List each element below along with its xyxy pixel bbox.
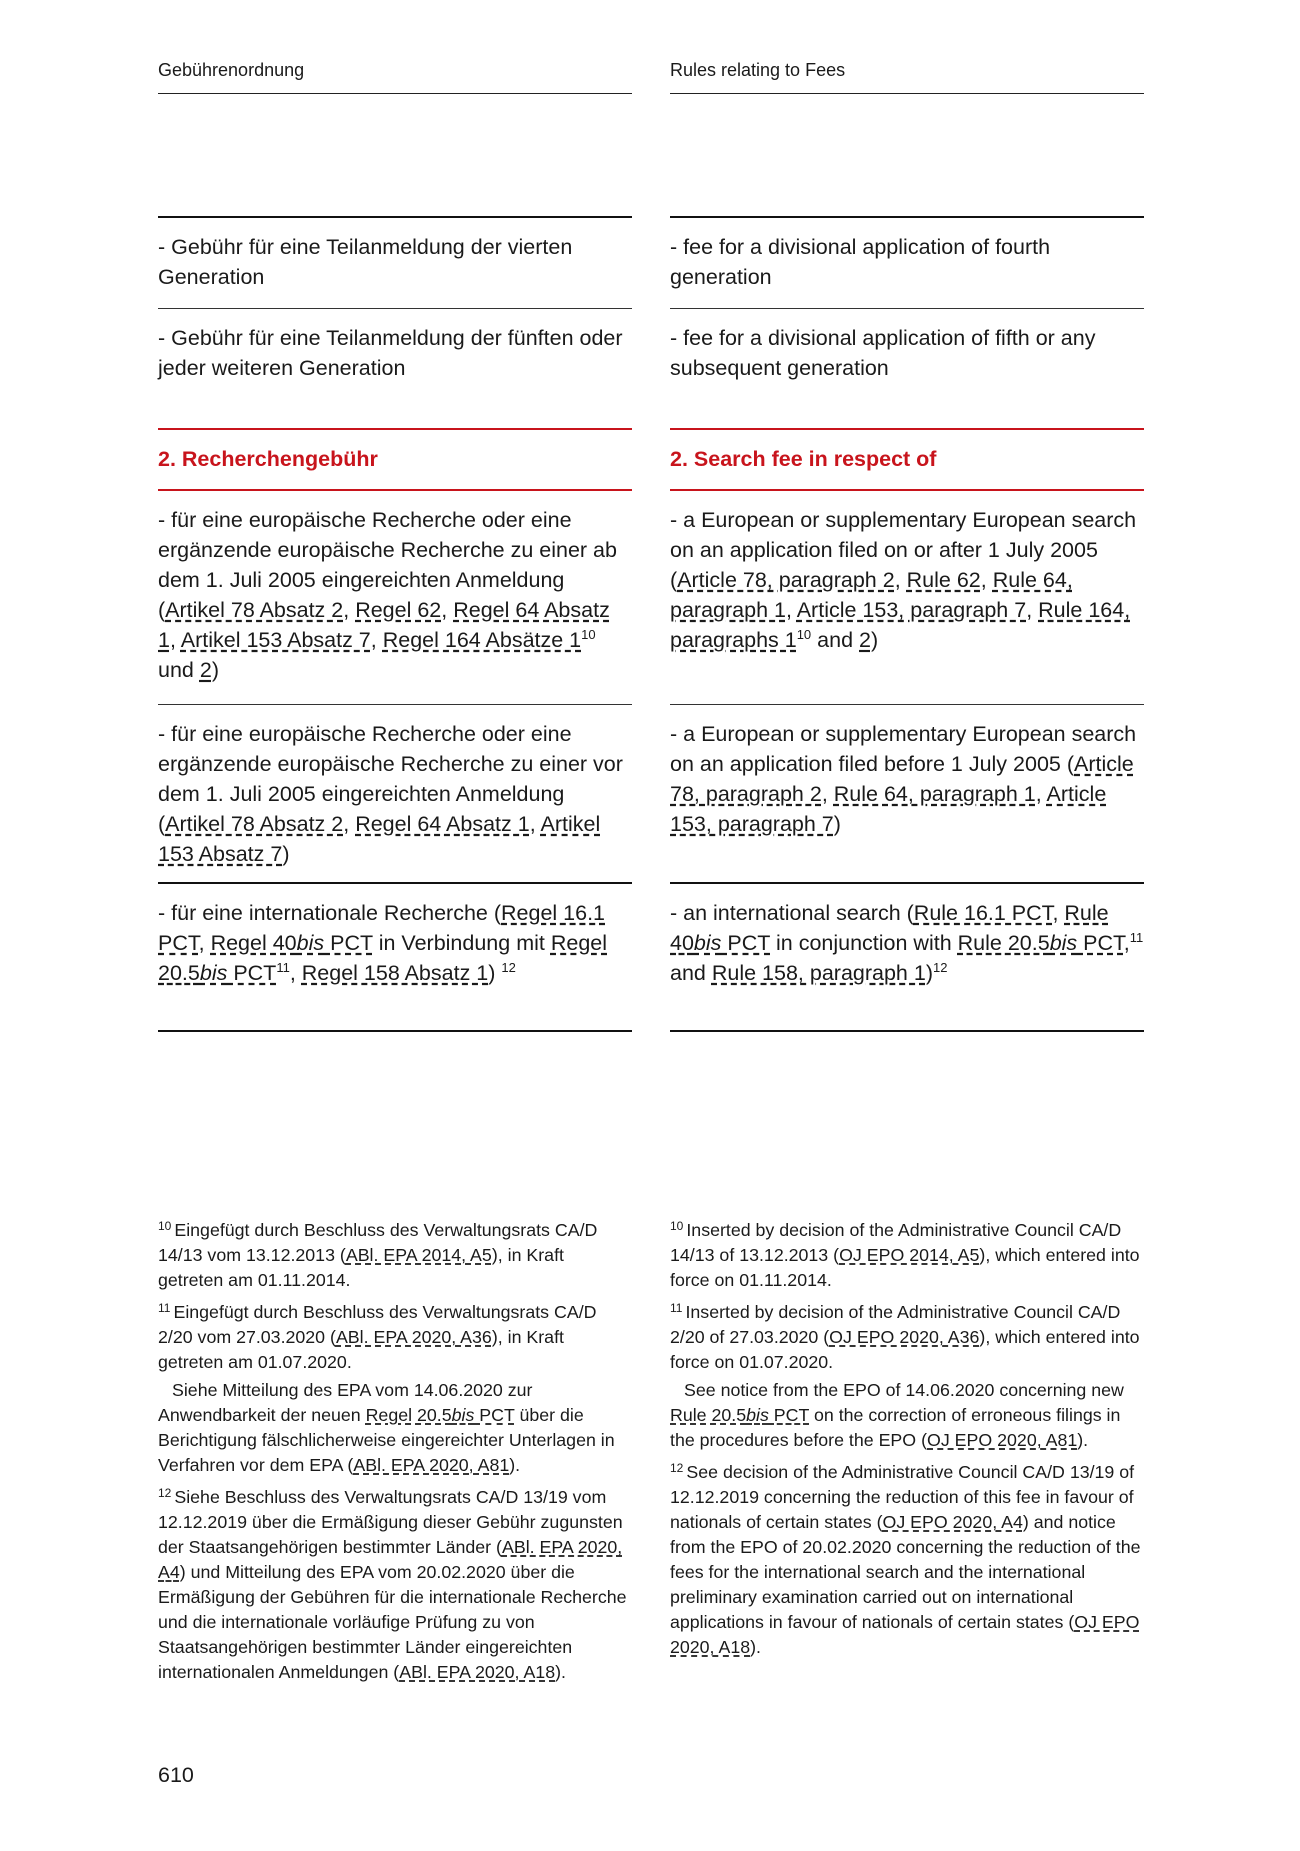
running-head-de: Gebührenordnung [158, 60, 632, 94]
footnote-ref-11: 11 [276, 959, 290, 975]
de-footnote-11-notice: Siehe Mitteilung des EPA vom 14.06.2020 zur Anwendbarkeit der neuen Regel 20.5bis PCT über die Berichtigung fälschlicherweise eingereichter Unterlagen in Verfahren vor dem EPA (ABl. EPA 2020, A81). [158, 1380, 615, 1475]
footnote-ref-11: 11 [1129, 929, 1144, 945]
de-link-art78[interactable]: Artikel 78 Absatz 2 [165, 812, 344, 836]
en-fn-link-ojepo-2020-a81[interactable]: OJ EPO 2020, A81 [927, 1430, 1078, 1450]
de-link-r158[interactable]: Regel 158 Absatz 1 [301, 961, 489, 985]
en-footnotes [670, 1214, 1144, 1663]
de-fn-link-ojepo-2020-a18[interactable]: ABl. EPA 2020, A18 [399, 1662, 556, 1682]
en-link-r64[interactable]: Rule 64, paragraph 1 [833, 782, 1036, 806]
en-link-r164[interactable]: Rule 164, paragraphs 1 [670, 598, 1131, 652]
en-link-r62[interactable]: Rule 62 [906, 568, 981, 592]
de-link-art78[interactable]: Artikel 78 Absatz 2 [165, 598, 344, 622]
en-fn-link-ojepo-2014-a5[interactable]: OJ EPO 2014, A5 [839, 1245, 980, 1265]
footnote-ref-10: 10 [581, 626, 596, 642]
page-number: 610 [158, 1763, 194, 1787]
de-link-r62[interactable]: Regel 62 [355, 598, 442, 622]
de-section-heading: 2. Recherchengebühr [158, 428, 632, 474]
de-fn-link-ojepo-2020-a4[interactable]: ABl. EPA 2020, A4 [158, 1537, 623, 1582]
de-footnote-11: $^{11}$ Eingefügt durch Beschluss des Verwaltungsrats CA/D 2/20 vom 27.03.2020 (ABl. EPA 2020, A36), in Kraft getreten am 01.07.2020. [158, 1301, 597, 1372]
en-fn-link-r20-5bis[interactable]: Rule 20.5bis PCT [670, 1405, 810, 1425]
en-link-r64[interactable]: Rule 64, paragraph 1 [670, 568, 1073, 622]
de-footnotes [158, 1214, 632, 1688]
de-link-r64[interactable]: Regel 64 Absatz 1 [355, 812, 530, 836]
de-link-r40bis-pct[interactable]: Regel 40bis PCT [210, 931, 373, 955]
en-fn-link-ojepo-2020-a36[interactable]: OJ EPO 2020, A36 [829, 1327, 980, 1347]
en-link-art78[interactable]: Article 78, paragraph 2 [670, 752, 1134, 806]
en-link-art153[interactable]: Article 153, paragraph 7 [670, 782, 1107, 836]
footnote-ref-12: 12 [501, 959, 516, 975]
en-fn-link-ojepo-2020-a18[interactable]: OJ EPO 2020, A18 [670, 1612, 1140, 1657]
de-link-r16-1-pct[interactable]: Regel 16.1 PCT [158, 901, 605, 955]
en-link-art153[interactable]: Article 153, paragraph 7 [796, 598, 1027, 622]
de-link-art153[interactable]: Artikel 153 Absatz 7 [180, 628, 371, 652]
de-fn-link-ojepo-2014-a5[interactable]: ABl. EPA 2014, A5 [345, 1245, 492, 1265]
de-link-r64[interactable]: Regel 64 Absatz 1 [158, 598, 610, 652]
en-entry-fourth-generation: - fee for a divisional application of fourth generation [670, 216, 1144, 292]
en-link-r40bis-pct[interactable]: Rule 40bis PCT [670, 901, 1109, 955]
de-link-r164[interactable]: Regel 164 Absätze 1 [382, 628, 582, 652]
en-search-entry-after-2005: - a European or supplementary European search on an application filed on or after 1 July 2005 (Article 78, paragraph 2, Rule 62, Rule 64, paragraph 1, Article 153, paragraph 7, Rule 164, paragraphs $1^{10}$ and 2) [670, 489, 1144, 655]
de-search-entry-before-2005: - für eine europäische Recherche oder eine ergänzende europäische Recherche zu einer vor dem 1. Juli 2005 eingereichten Anmeldung (Artikel 78 Absatz 2, Regel 64 Absatz 1, Artikel 153 Absatz 7) [158, 704, 632, 869]
de-fn-link-ojepo-2020-a36[interactable]: ABl. EPA 2020, A36 [335, 1327, 492, 1347]
de-link-r164-2[interactable]: 2 [199, 658, 212, 682]
en-link-art78[interactable]: Article 78, paragraph 2 [677, 568, 895, 592]
en-link-r164-2[interactable]: 2 [859, 628, 871, 652]
en-footnote-11-notice: See notice from the EPO of 14.06.2020 concerning new Rule 20.5bis PCT on the correction of erroneous filings in the procedures before the EPO (OJ EPO 2020, A81). [670, 1380, 1124, 1450]
en-entry-fifth-generation: - fee for a divisional application of fifth or any subsequent generation [670, 308, 1144, 383]
de-search-entry-international: - für eine internationale Recherche (Regel 16.1 PCT, Regel 40bis PCT in Verbindung mit Regel 20.5bis PCT$^{11}$, Regel 158 Absatz 1) $^{12}$ [158, 882, 632, 988]
de-entry-fifth-generation: - Gebühr für eine Teilanmeldung der fünften oder jeder weiteren Generation [158, 308, 632, 383]
de-footnote-12: $^{12}$ Siehe Beschluss des Verwaltungsrats CA/D 13/19 vom 12.12.2019 über die Ermäßigung dieser Gebühr zugunsten der Staatsangehörigen bestimmter Länder (ABl. EPA 2020, A4) und Mitteilung des EPA vom 20.02.2020 über die Ermäßigung der Gebühren für die internationale Recherche und die internationale vorläufige Prüfung zu von Staatsangehörigen bestimmter Länder eingereichten internationalen Anmeldungen (ABl. EPA 2020, A18). [158, 1486, 627, 1682]
footnote-ref-12: 12 [933, 959, 948, 975]
running-head-en: Rules relating to Fees [670, 60, 1144, 94]
en-table-end-rule [670, 1030, 1144, 1032]
en-link-r16-1-pct[interactable]: Rule 16.1 PCT [913, 901, 1053, 925]
en-fn-link-ojepo-2020-a4[interactable]: OJ EPO 2020, A4 [882, 1512, 1023, 1532]
en-search-entry-international: - an international search (Rule 16.1 PCT, Rule 40bis PCT in conjunction with Rule 20.5bis PCT,$^{11}$ and Rule 158, paragraph 1)$^{12}$ [670, 882, 1144, 988]
de-table-end-rule [158, 1030, 632, 1032]
de-search-entry-after-2005: - für eine europäische Recherche oder eine ergänzende europäische Recherche zu einer ab dem 1. Juli 2005 eingereichten Anmeldung (Artikel 78 Absatz 2, Regel 62, Regel 64 Absatz 1, Artikel 153 Absatz 7, Regel 164 Absätze $1^{10}$ und 2) [158, 489, 632, 685]
de-link-r20-5bis-pct[interactable]: Regel 20.5bis PCT [158, 931, 608, 985]
en-link-r158[interactable]: Rule 158, paragraph 1 [711, 961, 926, 985]
en-section-heading: 2. Search fee in respect of [670, 428, 1144, 474]
footnote-ref-10: 10 [796, 626, 812, 642]
de-entry-fourth-generation: - Gebühr für eine Teilanmeldung der vierten Generation [158, 216, 632, 292]
en-search-entry-before-2005: - a European or supplementary European search on an application filed before 1 July 2005 (Article 78, paragraph 2, Rule 64, paragraph 1, Article 153, paragraph 7) [670, 704, 1144, 839]
de-fn-link-r20-5bis[interactable]: Regel 20.5bis PCT [365, 1405, 515, 1425]
de-footnote-10: $^{10}$ Eingefügt durch Beschluss des Verwaltungsrats CA/D 14/13 vom 13.12.2013 (ABl. EPA 2014, A5), in Kraft getreten am 01.11.2014. [158, 1219, 598, 1290]
en-footnote-10: $^{10}$ Inserted by decision of the Administrative Council CA/D 14/13 of 13.12.2013 (OJ EPO 2014, A5), which entered into force on 01.11.2014. [670, 1219, 1140, 1290]
en-footnote-12: $^{12}$ See decision of the Administrative Council CA/D 13/19 of 12.12.2019 concerning the reduction of this fee in favour of nationals of certain states (OJ EPO 2020, A4) and notice from the EPO of 20.02.2020 concerning the reduction of the fees for the international search and the international preliminary examination carried out on international applications in favour of nationals of certain states (OJ EPO 2020, A18). [670, 1461, 1141, 1657]
en-footnote-11: $^{11}$ Inserted by decision of the Administrative Council CA/D 2/20 of 27.03.2020 (OJ EPO 2020, A36), which entered into force on 01.07.2020. [670, 1301, 1140, 1372]
en-link-r20-5bis-pct[interactable]: Rule 20.5bis PCT [957, 931, 1124, 955]
de-fn-link-ojepo-2020-a81[interactable]: ABl. EPA 2020, A81 [353, 1455, 510, 1475]
de-link-art153[interactable]: Artikel 153 Absatz 7 [158, 812, 601, 866]
